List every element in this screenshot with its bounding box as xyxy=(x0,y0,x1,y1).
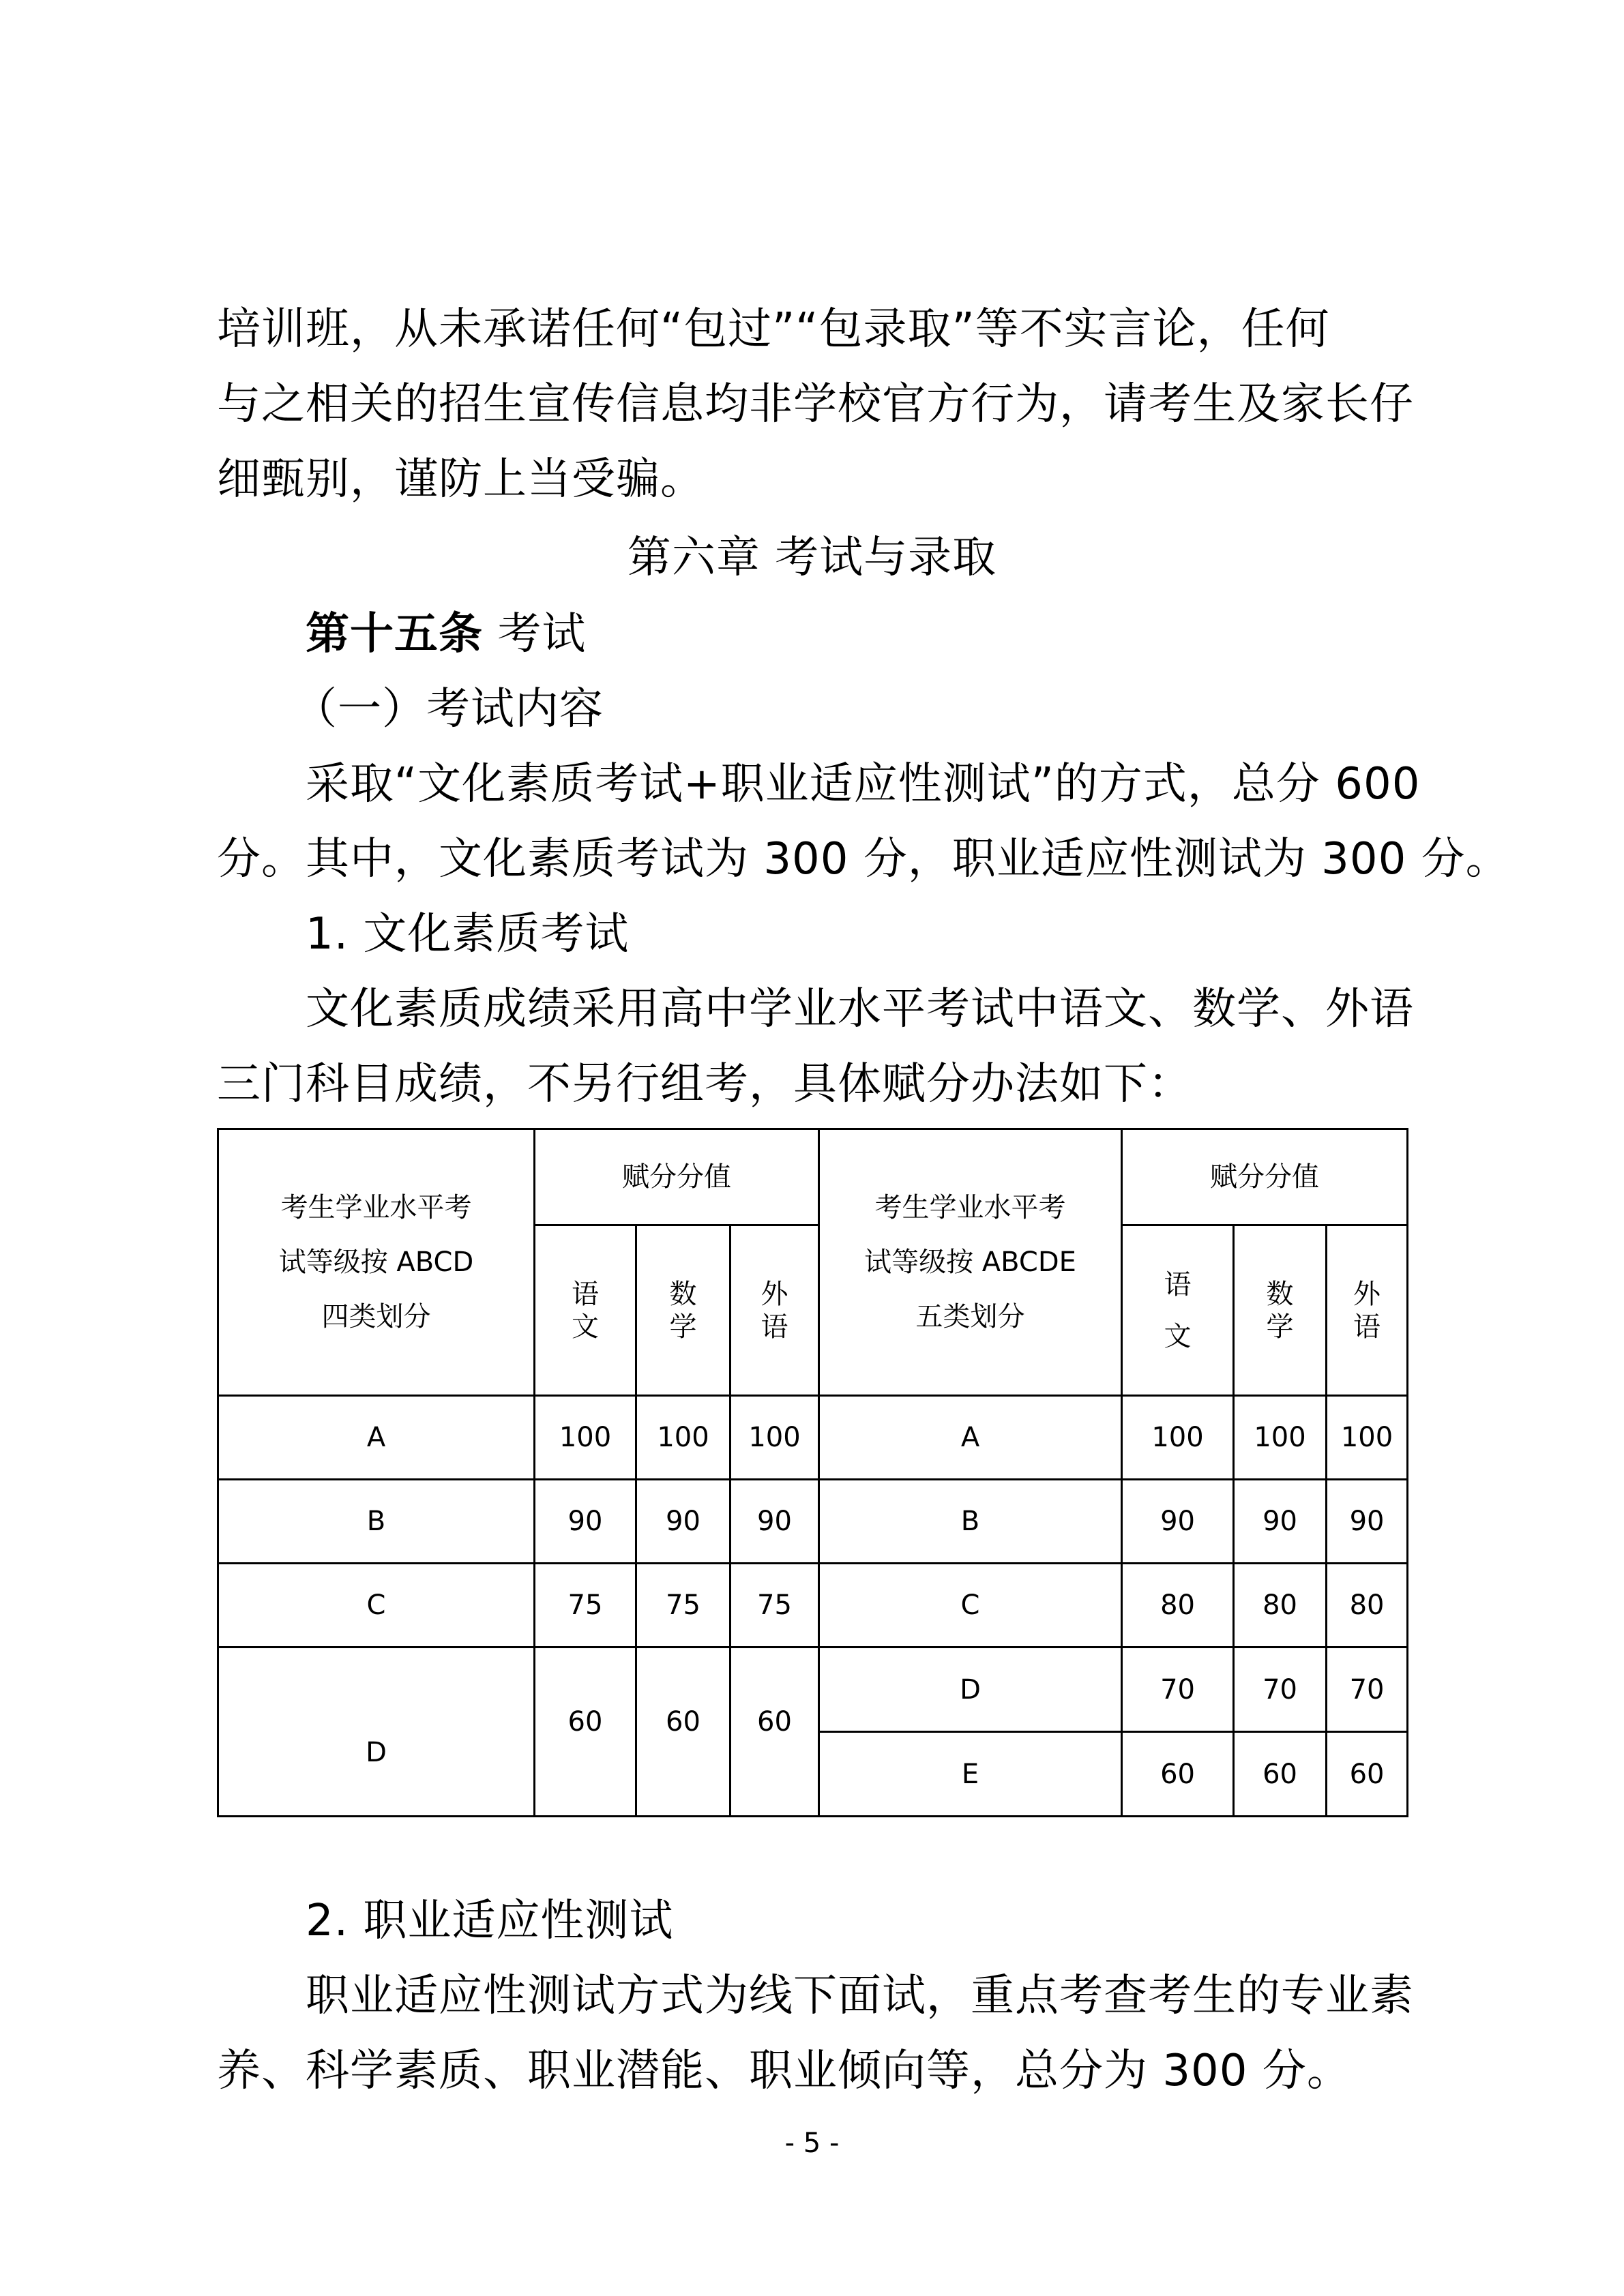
score-cell: 100 xyxy=(636,1396,730,1480)
header-line: 考生学业水平考 xyxy=(874,1192,1066,1223)
left-grade: B xyxy=(218,1480,535,1564)
score-conversion-table xyxy=(217,1128,1408,1817)
subsection-heading: 2. 职业适应性测试 xyxy=(306,1896,674,1946)
score-cell: 100 xyxy=(535,1396,636,1480)
table-row xyxy=(218,1564,1408,1648)
paragraph-line: 文化素质成绩采用高中学业水平考试中语文、数学、外语 xyxy=(306,984,1414,1034)
page-number: - 5 - xyxy=(784,2128,840,2159)
score-cell: 80 xyxy=(1327,1564,1408,1648)
left-grade: D xyxy=(218,1648,535,1817)
header-line: 试等级按 ABCDE xyxy=(864,1247,1076,1278)
paragraph-line: 三门科目成绩，不另行组考，具体赋分办法如下： xyxy=(217,1059,1192,1109)
score-cell: 100 xyxy=(1327,1396,1408,1480)
score-cell: 75 xyxy=(535,1564,636,1648)
article-number: 第十五条 xyxy=(306,609,483,659)
paragraph-line: 与之相关的招生宣传信息均非学校官方行为，请考生及家长仔 xyxy=(217,379,1414,430)
score-cell: 100 xyxy=(1122,1396,1234,1480)
section-heading: （一）考试内容 xyxy=(293,684,604,734)
score-cell: 60 xyxy=(1234,1732,1327,1817)
paragraph-line: 细甄别，谨防上当受骗。 xyxy=(217,454,705,505)
left-score-header: 赋分分值 xyxy=(535,1129,819,1225)
header-line: 四类划分 xyxy=(321,1301,431,1332)
header-line: 考生学业水平考 xyxy=(280,1192,472,1223)
right-score-header: 赋分分值 xyxy=(1122,1129,1408,1225)
paragraph-line: 职业适应性测试方式为线下面试，重点考查考生的专业素 xyxy=(306,1971,1414,2021)
paragraph-line: 养、科学素质、职业潜能、职业倾向等，总分为 300 分。 xyxy=(217,2046,1351,2096)
right-grade: B xyxy=(819,1480,1122,1564)
score-cell: 75 xyxy=(636,1564,730,1648)
score-cell: 80 xyxy=(1234,1564,1327,1648)
left-grade: A xyxy=(218,1396,535,1480)
score-cell: 60 xyxy=(1122,1732,1234,1817)
right-grade: C xyxy=(819,1564,1122,1648)
right-grade: D xyxy=(819,1648,1122,1732)
subsection-heading: 1. 文化素质考试 xyxy=(306,909,630,959)
article-heading xyxy=(306,607,1506,661)
right-grade: E xyxy=(819,1732,1122,1817)
left-grade-header xyxy=(218,1129,535,1396)
score-cell: 90 xyxy=(535,1480,636,1564)
subject-foreign-header: 外 语 xyxy=(1327,1225,1408,1396)
score-cell: 100 xyxy=(1234,1396,1327,1480)
right-grade: A xyxy=(819,1396,1122,1480)
score-cell: 60 xyxy=(730,1648,819,1817)
score-cell: 100 xyxy=(730,1396,819,1480)
score-cell: 60 xyxy=(1327,1732,1408,1817)
chapter-title: 第六章 考试与录取 xyxy=(627,533,997,583)
paragraph-line: 培训班，从未承诺任何“包过”“包录取”等不实言论，任何 xyxy=(217,304,1330,355)
score-cell: 60 xyxy=(636,1648,730,1817)
subject-math-header: 数 学 xyxy=(1234,1225,1327,1396)
score-cell: 90 xyxy=(1234,1480,1327,1564)
score-cell: 60 xyxy=(535,1648,636,1817)
score-cell: 70 xyxy=(1327,1648,1408,1732)
table-row xyxy=(218,1480,1408,1564)
score-cell: 90 xyxy=(1122,1480,1234,1564)
score-cell: 90 xyxy=(730,1480,819,1564)
paragraph-line: 采取“文化素质考试+职业适应性测试”的方式，总分 600 xyxy=(306,759,1421,809)
subject-math-header: 数 学 xyxy=(636,1225,730,1396)
header-line: 五类划分 xyxy=(915,1301,1025,1332)
score-cell: 70 xyxy=(1122,1648,1234,1732)
table-row xyxy=(218,1396,1408,1480)
subject-chinese-header: 语 文 xyxy=(535,1225,636,1396)
right-grade-header xyxy=(819,1129,1122,1396)
subject-chinese-header: 语 文 xyxy=(1122,1225,1234,1396)
subject-foreign-header: 外 语 xyxy=(730,1225,819,1396)
paragraph-line: 分。其中，文化素质考试为 300 分，职业适应性测试为 300 分。 xyxy=(217,834,1510,884)
score-cell: 90 xyxy=(636,1480,730,1564)
left-grade: C xyxy=(218,1564,535,1648)
score-cell: 70 xyxy=(1234,1648,1327,1732)
article-title: 考试 xyxy=(483,609,587,659)
score-cell: 75 xyxy=(730,1564,819,1648)
table-row xyxy=(218,1648,1408,1732)
score-cell: 80 xyxy=(1122,1564,1234,1648)
score-cell: 90 xyxy=(1327,1480,1408,1564)
header-line: 试等级按 ABCD xyxy=(278,1247,474,1278)
